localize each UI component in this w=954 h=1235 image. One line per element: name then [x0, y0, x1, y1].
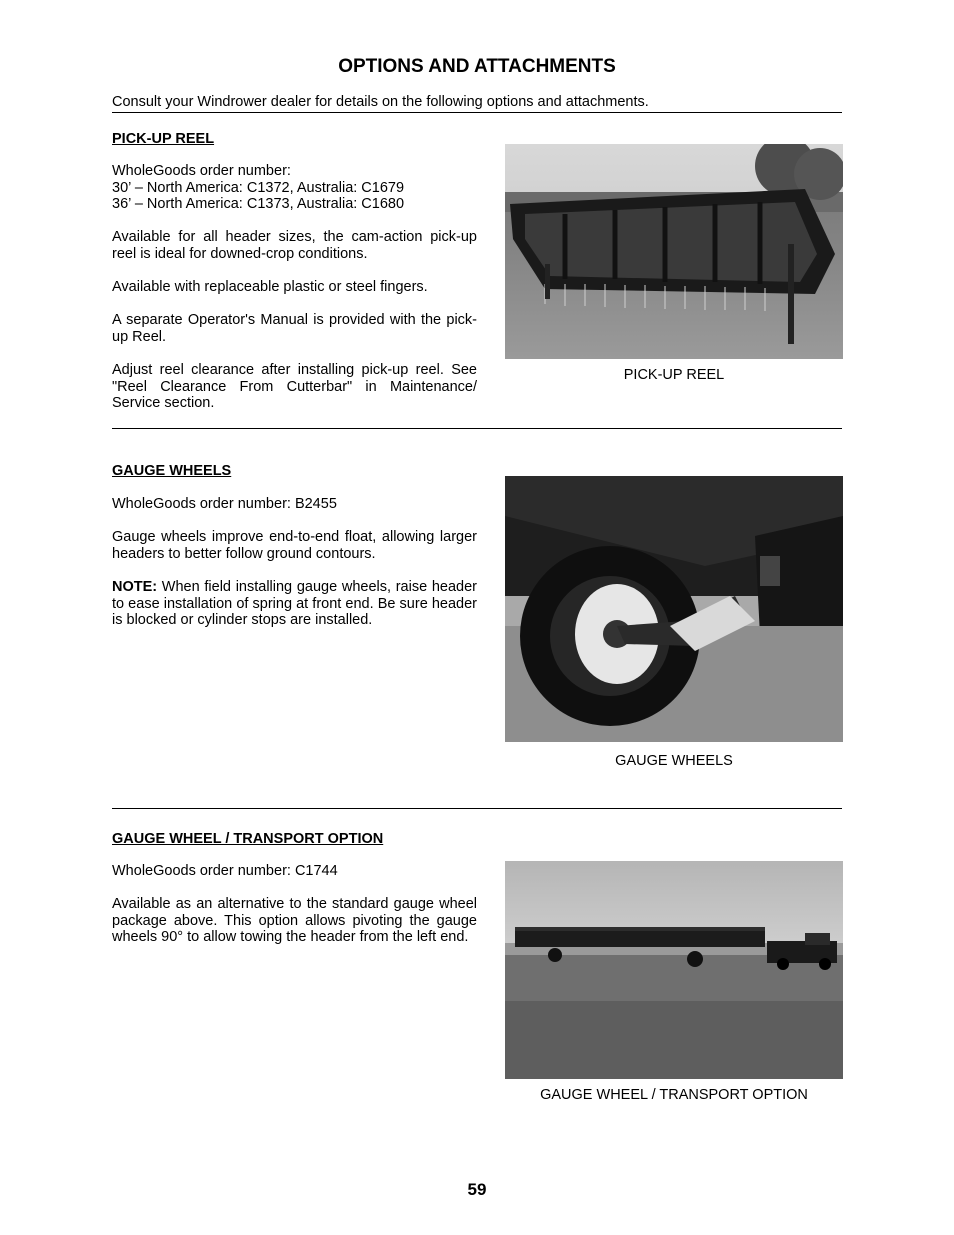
section-heading-pickup-reel: PICK-UP REEL — [112, 131, 215, 147]
paragraph: Available for all header sizes, the cam-action pick-up reel is ideal for downed-crop conditions. — [112, 229, 477, 262]
page-title: OPTIONS AND ATTACHMENTS — [338, 56, 616, 77]
paragraph: A separate Operator's Manual is provided with the pick-up Reel. — [112, 312, 477, 345]
paragraph: Adjust reel clearance after installing pick-up reel. See "Reel Clearance From Cutterbar" in Maintenance/ Service section. — [112, 362, 477, 412]
transport-option-photo — [505, 861, 843, 1079]
order-line: 30’ – North America: C1372, Australia: C1679 — [112, 179, 405, 196]
divider — [112, 428, 842, 429]
order-number: WholeGoods order number: B2455 — [112, 496, 337, 512]
paragraph: Available as an alternative to the standard gauge wheel package above. This option allows pivoting the gauge wheels 90° to allow towing the header from the left end. — [112, 896, 477, 946]
divider — [112, 112, 842, 113]
paragraph: Available with replaceable plastic or steel fingers. — [112, 279, 428, 296]
order-line: 36’ – North America: C1373, Australia: C1680 — [112, 196, 405, 213]
section-body-gauge-wheels — [112, 496, 477, 645]
order-label: WholeGoods order number: — [112, 163, 291, 179]
order-number — [112, 163, 477, 213]
divider — [112, 808, 842, 809]
paragraph: Gauge wheels improve end-to-end float, allowing larger headers to better follow ground contours. — [112, 529, 477, 562]
photo-caption: GAUGE WHEEL / TRANSPORT OPTION — [540, 1087, 808, 1103]
gauge-wheels-photo — [505, 476, 843, 742]
photo-caption: GAUGE WHEELS — [615, 753, 733, 769]
section-body-transport-option — [112, 863, 477, 963]
intro-text: Consult your Windrower dealer for details on the following options and attachments. — [112, 94, 649, 110]
note-text: When field installing gauge wheels, raise header to ease installation of spring at front end. Be sure header is blocked or cylinder stops are installed. — [112, 578, 477, 629]
note-label: NOTE: — [112, 578, 158, 595]
photo-caption: PICK-UP REEL — [623, 367, 725, 383]
page-number: 59 — [467, 1180, 487, 1199]
order-number: WholeGoods order number: C1744 — [112, 863, 338, 879]
pickup-reel-photo — [505, 144, 843, 359]
note-paragraph — [112, 579, 477, 629]
section-body-pickup-reel — [112, 163, 477, 429]
section-heading-transport-option: GAUGE WHEEL / TRANSPORT OPTION — [112, 831, 384, 847]
section-heading-gauge-wheels: GAUGE WHEELS — [112, 463, 232, 479]
